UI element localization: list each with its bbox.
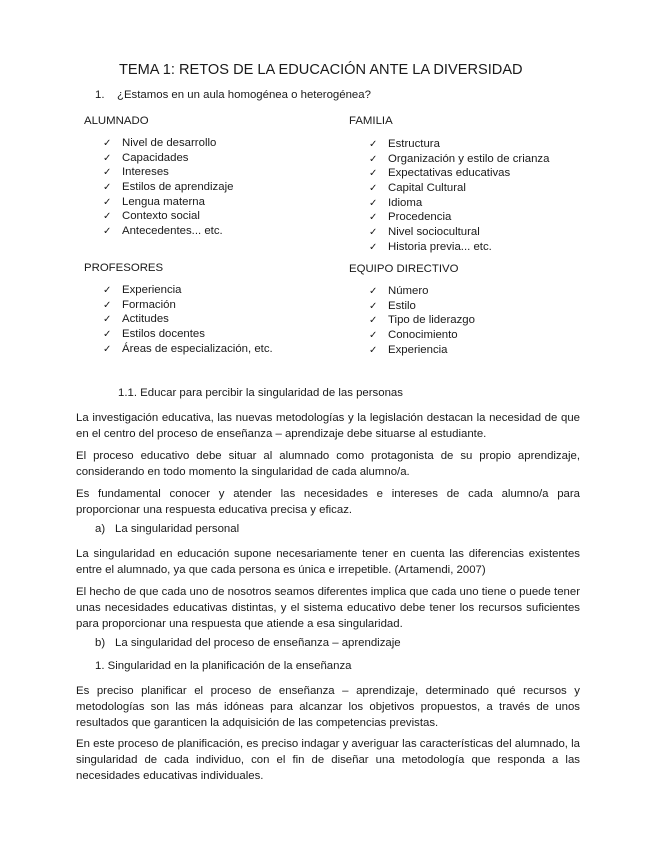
list-item — [103, 298, 273, 313]
list-item-label: Experiencia — [388, 343, 448, 356]
list-item-label: Lengua materna — [122, 195, 205, 208]
list-item — [103, 165, 233, 180]
paragraph-4: La singularidad en educación supone necesariamente tener en cuenta las diferencias existentes entre el alumnado, ya que cada persona es única e irrepetible. (Artamendi, 2007) — [76, 548, 580, 577]
list-item — [369, 166, 549, 181]
list-item — [369, 343, 475, 358]
subheading-1: 1. Singularidad en la planificación de la enseñanza — [95, 660, 352, 672]
paragraph-2: El proceso educativo debe situar al alumnado como protagonista de su propio aprendizaje, considerando en todo momento la singularidad de cada alumno/a. — [76, 450, 580, 479]
list-item-label: Contexto social — [122, 210, 200, 223]
list-item-label: Nivel de desarrollo — [122, 137, 217, 149]
list-item — [369, 137, 549, 152]
list-item — [369, 328, 475, 343]
checkmark-icon: ✓ — [103, 152, 112, 164]
checkmark-icon: ✓ — [369, 168, 378, 180]
list-item — [103, 151, 233, 166]
list-item-label: Formación — [122, 298, 176, 311]
list-item — [369, 284, 475, 299]
question-text: ¿Estamos en un aula homogénea o heterogénea? — [117, 89, 371, 101]
heading-alumnado: ALUMNADO — [84, 115, 149, 127]
subheading-b-label: b) — [95, 637, 106, 649]
checkmark-icon: ✓ — [103, 314, 112, 326]
checkmark-icon: ✓ — [103, 226, 112, 238]
list-item-label: Estilos de aprendizaje — [122, 181, 234, 194]
checkmark-icon: ✓ — [369, 197, 378, 209]
list-item — [103, 327, 273, 342]
list-item-label: Número — [388, 285, 429, 297]
checkmark-icon: ✓ — [103, 285, 112, 296]
page-title: TEMA 1: RETOS DE LA EDUCACIÓN ANTE LA DIVERSIDAD — [119, 62, 523, 78]
heading-profesores: PROFESORES — [84, 262, 164, 274]
checkmark-icon: ✓ — [369, 227, 378, 239]
list-item-label: Áreas de especialización, etc. — [122, 342, 273, 355]
list-item — [369, 196, 549, 211]
subheading-a-text: La singularidad personal — [115, 523, 240, 535]
list-item — [103, 136, 233, 151]
list-item-label: Capital Cultural — [388, 182, 466, 195]
list-item — [369, 181, 549, 196]
checkmark-icon: ✓ — [103, 211, 112, 223]
list-item-label: Historia previa... etc. — [388, 240, 492, 253]
section-heading-1-1: 1.1. Educar para percibir la singularidad de las personas — [118, 387, 403, 399]
list-item — [103, 224, 233, 239]
checkmark-icon: ✓ — [369, 300, 378, 312]
list-item-label: Intereses — [122, 166, 169, 179]
list-item-label: Tipo de liderazgo — [388, 314, 475, 327]
checkmark-icon: ✓ — [369, 286, 378, 297]
paragraph-7: En este proceso de planificación, es preciso indagar y averiguar las características del alumnado, la singularidad de cada individuo, con el fin de diseñar una metodología que responda a las necesidades educativas individuales. — [76, 738, 580, 783]
list-item-label: Experiencia — [122, 284, 182, 296]
checkmark-icon: ✓ — [369, 330, 378, 342]
list-item — [103, 342, 273, 357]
list-item — [369, 313, 475, 328]
question-number: 1. — [95, 89, 105, 101]
list-item — [369, 152, 549, 167]
list-item — [369, 240, 549, 255]
list-profesores — [103, 283, 273, 356]
list-item-label: Organización y estilo de crianza — [388, 152, 550, 165]
list-item-label: Antecedentes... etc. — [122, 225, 223, 238]
checkmark-icon: ✓ — [103, 299, 112, 311]
checkmark-icon: ✓ — [103, 329, 112, 341]
paragraph-5: El hecho de que cada uno de nosotros seamos diferentes implica que cada uno tiene o puede tener unas necesidades educativas distintas, y el sistema educativo debe tener los recursos suficientes para proporcionar una respuesta que atiende a esa singularidad. — [76, 586, 580, 631]
list-item-label: Procedencia — [388, 211, 452, 224]
list-item — [103, 209, 233, 224]
checkmark-icon: ✓ — [369, 153, 378, 165]
checkmark-icon: ✓ — [369, 183, 378, 195]
checkmark-icon: ✓ — [369, 241, 378, 253]
list-item-label: Idioma — [388, 196, 423, 209]
list-item — [103, 312, 273, 327]
list-item — [369, 299, 475, 314]
heading-familia: FAMILIA — [349, 115, 393, 127]
list-item-label: Expectativas educativas — [388, 167, 511, 180]
checkmark-icon: ✓ — [103, 343, 112, 355]
checkmark-icon: ✓ — [103, 167, 112, 179]
list-item — [103, 195, 233, 210]
list-item-label: Capacidades — [122, 151, 189, 164]
list-familia — [369, 137, 549, 255]
list-item-label: Nivel sociocultural — [388, 226, 480, 239]
subheading-b-text: La singularidad del proceso de enseñanza – aprendizaje — [115, 637, 401, 649]
list-item — [103, 283, 273, 298]
checkmark-icon: ✓ — [103, 182, 112, 194]
checkmark-icon: ✓ — [369, 212, 378, 224]
paragraph-3: Es fundamental conocer y atender las necesidades e intereses de cada alumno/a para proporcionar una respuesta educativa precisa y eficaz. — [76, 488, 580, 517]
paragraph-6: Es preciso planificar el proceso de enseñanza – aprendizaje, determinado qué recursos y metodologías son las más idóneas para alcanzar los objetivos propuestos, a través de unos resultados que garanticen la adquisición de las competencias previstas. — [76, 685, 580, 730]
checkmark-icon: ✓ — [103, 138, 112, 149]
list-item-label: Estilo — [388, 299, 416, 312]
list-item — [369, 210, 549, 225]
checkmark-icon: ✓ — [369, 139, 378, 150]
list-item-label: Estructura — [388, 138, 440, 150]
heading-equipo-directivo: EQUIPO DIRECTIVO — [349, 263, 459, 275]
subheading-a-label: a) — [95, 523, 106, 535]
list-item-label: Conocimiento — [388, 329, 458, 342]
paragraph-1: La investigación educativa, las nuevas metodologías y la legislación destacan la necesidad de que en el centro del proceso de enseñanza – aprendizaje debe situarse al estudiante. — [76, 412, 580, 441]
list-alumnado — [103, 136, 233, 239]
checkmark-icon: ✓ — [103, 196, 112, 208]
list-item — [369, 225, 549, 240]
list-equipo-directivo — [369, 284, 475, 357]
checkmark-icon: ✓ — [369, 315, 378, 327]
list-item — [103, 180, 233, 195]
checkmark-icon: ✓ — [369, 344, 378, 356]
list-item-label: Actitudes — [122, 313, 169, 326]
list-item-label: Estilos docentes — [122, 328, 205, 341]
